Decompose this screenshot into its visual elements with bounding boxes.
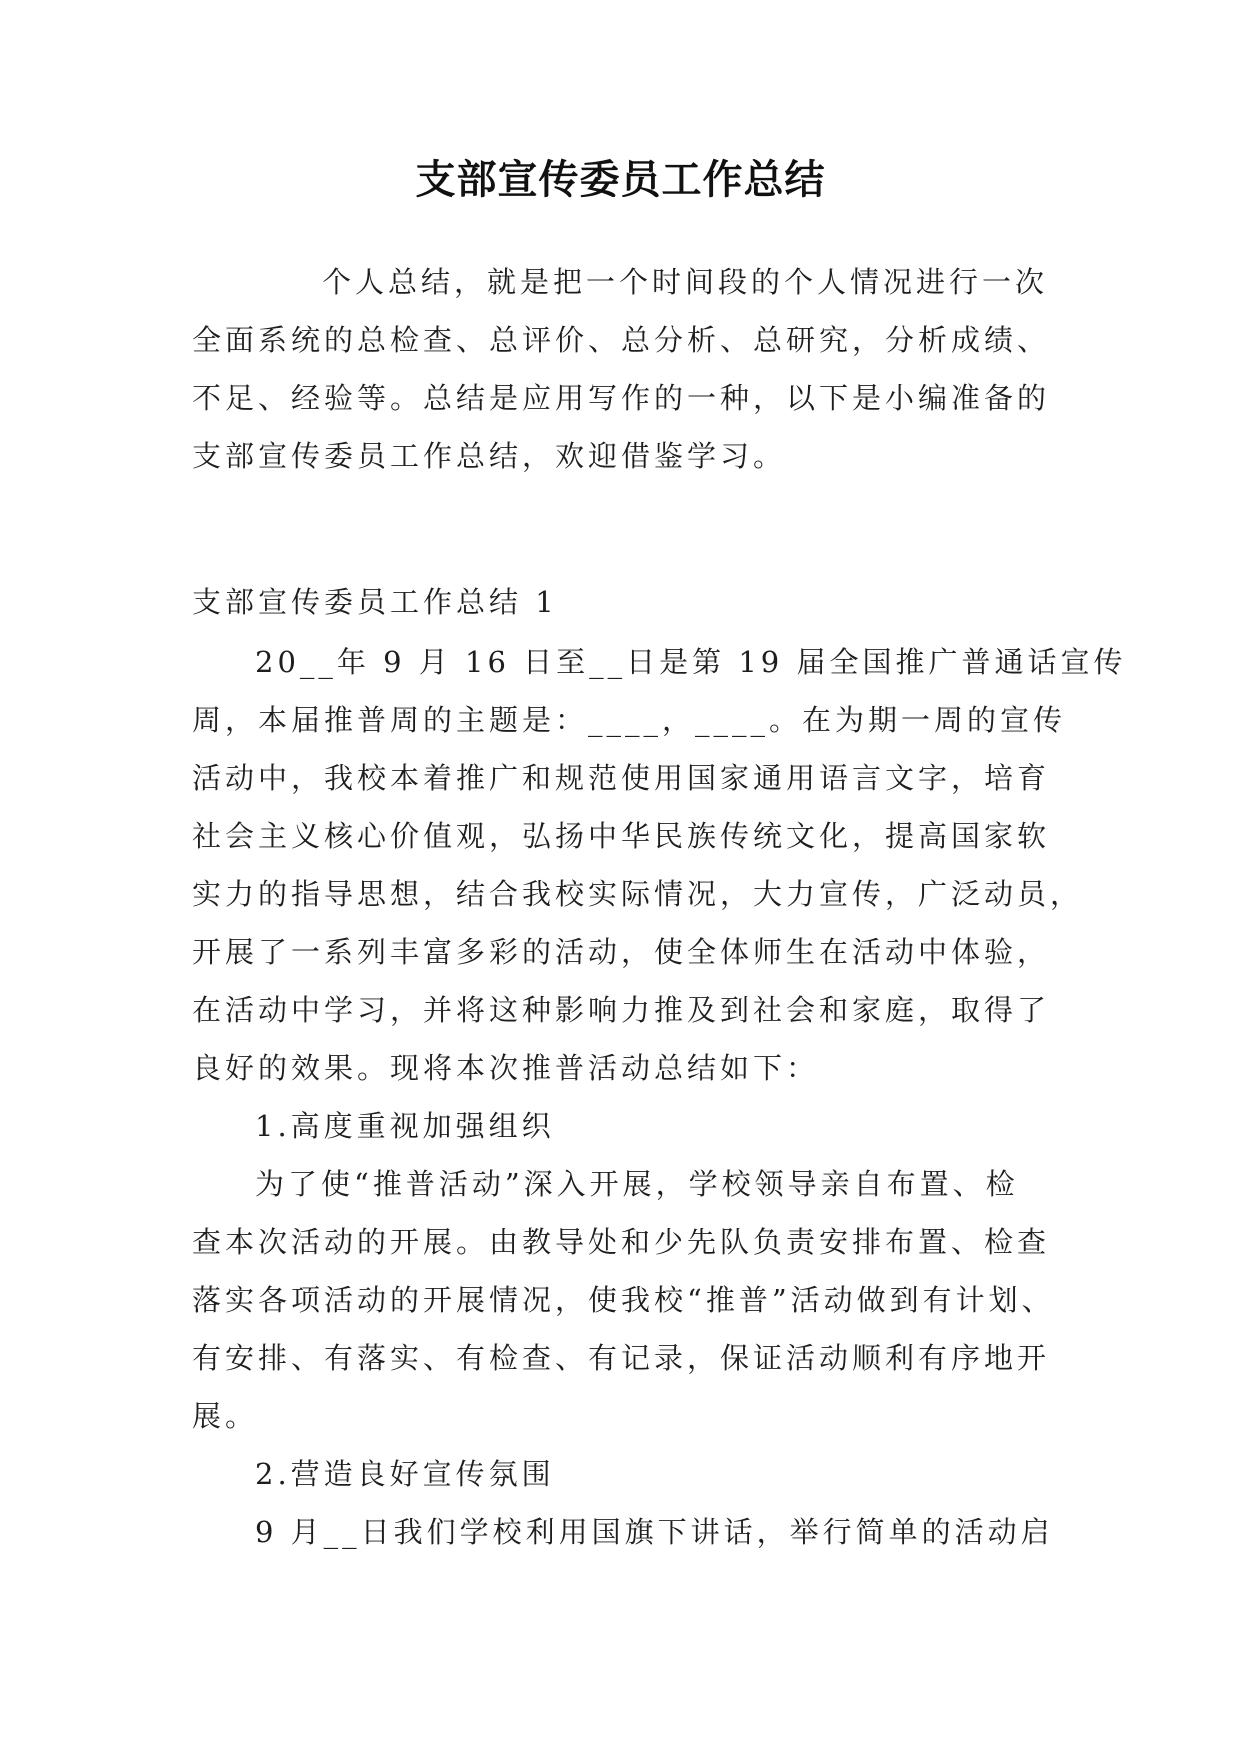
paragraph1-line-6: 开展了一系列丰富多彩的活动，使全体师生在活动中体验， <box>192 935 1051 969</box>
paragraph1-line-5: 实力的指导思想，结合我校实际情况，大力宣传，广泛动员， <box>192 877 1084 911</box>
paragraph2-line-2: 查本次活动的开展。由教导处和少先队负责安排布置、检查 <box>192 1225 1051 1259</box>
paragraph2-line-1: 为了使“推普活动”深入开展，学校领导亲自布置、检 <box>255 1167 1019 1201</box>
intro-line-4: 支部宣传委员工作总结，欢迎借鉴学习。 <box>192 439 787 473</box>
paragraph2-line-4: 有安排、有落实、有检查、有记录，保证活动顺利有序地开 <box>192 1341 1051 1375</box>
intro-line-1: 个人总结，就是把一个时间段的个人情况进行一次 <box>322 265 1049 299</box>
intro-line-2: 全面系统的总检查、总评价、总分析、总研究，分析成绩、 <box>192 323 1051 357</box>
document-title: 支部宣传委员工作总结 <box>415 156 826 203</box>
paragraph2-line-3: 落实各项活动的开展情况，使我校“推普”活动做到有计划、 <box>192 1283 1055 1317</box>
section-heading: 支部宣传委员工作总结 1 <box>192 585 558 619</box>
paragraph1-line-2: 周，本届推普周的主题是：____，____。在为期一周的宣传 <box>192 703 1067 737</box>
paragraph1-line-7: 在活动中学习，并将这种影响力推及到社会和家庭，取得了 <box>192 993 1051 1027</box>
paragraph2-line-5: 展。 <box>192 1399 259 1433</box>
paragraph1-line-4: 社会主义核心价值观，弘扬中华民族传统文化，提高国家软 <box>192 819 1051 853</box>
subheading-2: 2.营造良好宣传氛围 <box>255 1457 555 1491</box>
intro-line-3: 不足、经验等。总结是应用写作的一种，以下是小编准备的 <box>192 381 1051 415</box>
paragraph3-line-1: 9 月__日我们学校利用国旗下讲话，举行简单的活动启 <box>255 1515 1054 1549</box>
subheading-1: 1.高度重视加强组织 <box>255 1109 555 1143</box>
paragraph1-line-3: 活动中，我校本着推广和规范使用国家通用语言文字，培育 <box>192 761 1051 795</box>
paragraph1-line-1: 20__年 9 月 16 日至__日是第 19 届全国推广普通话宣传 <box>255 645 1127 679</box>
paragraph1-line-8: 良好的效果。现将本次推普活动总结如下： <box>192 1051 820 1085</box>
